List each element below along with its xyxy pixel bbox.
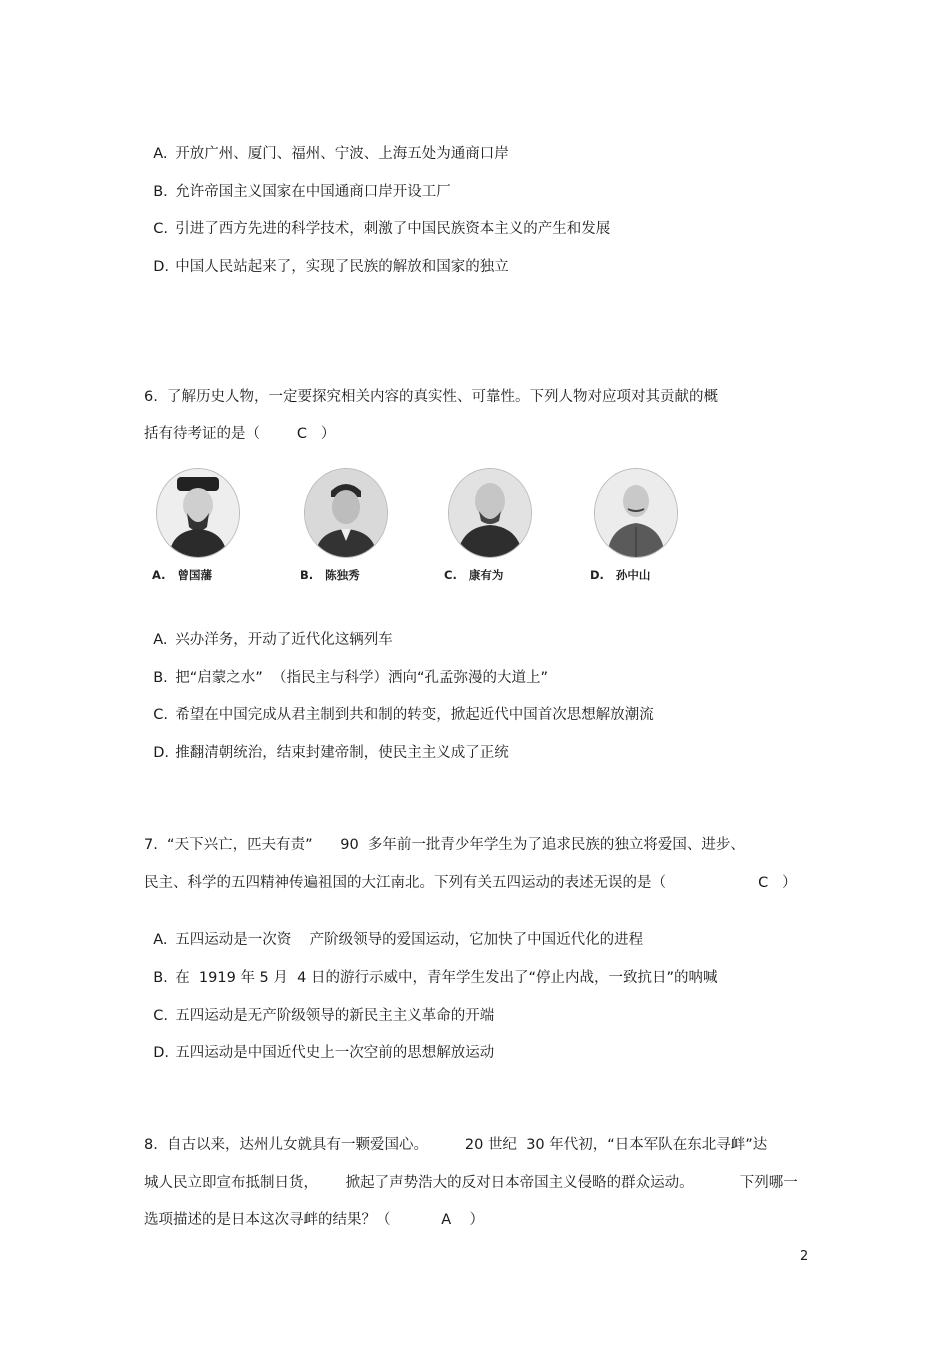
option-letter: D. <box>153 259 169 275</box>
option-text: 五四运动是无产阶级领导的新民主主义革命的开端 <box>175 1008 495 1024</box>
option-letter: A. <box>153 932 168 948</box>
portrait-image <box>594 468 678 558</box>
option-text: 引进了西方先进的科学技术，刺激了中国民族资本主义的产生和发展 <box>175 221 611 237</box>
page-number: 2 <box>800 1249 809 1264</box>
portrait-image <box>304 468 388 558</box>
option-text: 五四运动是中国近代史上一次空前的思想解放运动 <box>175 1045 495 1061</box>
q7-option-b <box>144 948 717 988</box>
option-text: 开放广州、厦门、福州、宁波、上海五处为通商口岸 <box>175 146 509 162</box>
option-text: 推翻清朝统治，结束封建帝制，使民主主义成了正统 <box>175 745 509 761</box>
option-letter: B. <box>153 970 168 986</box>
q6-option-b <box>144 648 548 688</box>
portrait-caption: C. 康有为 <box>444 568 504 582</box>
option-letter: B. <box>153 670 168 686</box>
option-letter: C. <box>153 1008 168 1024</box>
option-letter: A. <box>153 146 168 162</box>
option-text: 在 1919 年 5 月 4 日的游行示威中，青年学生发出了“停止内战，一致抗日”的呐喊 <box>175 970 718 986</box>
option-text: 五四运动是一次资 产阶级领导的爱国运动，它加快了中国近代化的进程 <box>175 932 644 948</box>
option-letter: D. <box>153 1045 169 1061</box>
portrait-b <box>300 468 390 586</box>
q7-option-c <box>144 986 494 1026</box>
portrait-a <box>152 468 242 586</box>
q5-option-a <box>144 124 509 164</box>
q7-option-d <box>144 1023 494 1063</box>
q5-option-c <box>144 199 610 239</box>
q6-option-d <box>144 723 509 763</box>
option-letter: C. <box>153 707 168 723</box>
q7-option-a <box>144 910 643 950</box>
portrait-d <box>590 468 680 586</box>
option-letter: A. <box>153 632 168 648</box>
q5-option-b <box>144 162 451 202</box>
option-text: 把“启蒙之水” （指民主与科学）洒向“孔孟弥漫的大道上” <box>175 670 548 686</box>
portrait-caption: B. 陈独秀 <box>300 568 360 582</box>
q8-stem-line1: 8. 自古以来，达州儿女就具有一颗爱国心。 20 世纪 30 年代初，“日本军队在东北寻衅”达 <box>144 1137 768 1153</box>
option-text: 希望在中国完成从君主制到共和制的转变，掀起近代中国首次思想解放潮流 <box>175 707 654 723</box>
q7-stem-line2: 民主、科学的五四精神传遍祖国的大江南北。下列有关五四运动的表述无误的是（ C ） <box>144 875 797 891</box>
q6-stem-line2: 括有待考证的是（ C ） <box>144 426 336 442</box>
q7-stem-line1: 7. “天下兴亡，匹夫有责” 90 多年前一批青少年学生为了追求民族的独立将爱国、进步、 <box>144 837 745 853</box>
q8-stem-line2: 城人民立即宣布抵制日货， 掀起了声势浩大的反对日本帝国主义侵略的群众运动。 下列哪一 <box>144 1175 798 1191</box>
option-letter: B. <box>153 184 168 200</box>
option-text: 中国人民站起来了，实现了民族的解放和国家的独立 <box>175 259 509 275</box>
q5-option-d <box>144 237 509 277</box>
q6-option-a <box>144 610 393 650</box>
portrait-image <box>448 468 532 558</box>
q6-stem-line1: 6. 了解历史人物，一定要探究相关内容的真实性、可靠性。下列人物对应项对其贡献的概 <box>144 389 719 405</box>
portrait-figure <box>150 468 690 586</box>
portrait-caption: A. 曾国藩 <box>152 568 212 582</box>
q6-option-c <box>144 685 654 725</box>
option-text: 允许帝国主义国家在中国通商口岸开设工厂 <box>175 184 451 200</box>
q8-stem-line3: 选项描述的是日本这次寻衅的结果？（ A ） <box>144 1212 485 1228</box>
option-text: 兴办洋务，开动了近代化这辆列车 <box>175 632 393 648</box>
portrait-image <box>156 468 240 558</box>
portrait-c <box>444 468 534 586</box>
option-letter: D. <box>153 745 169 761</box>
portrait-caption: D. 孙中山 <box>590 568 651 582</box>
option-letter: C. <box>153 221 168 237</box>
